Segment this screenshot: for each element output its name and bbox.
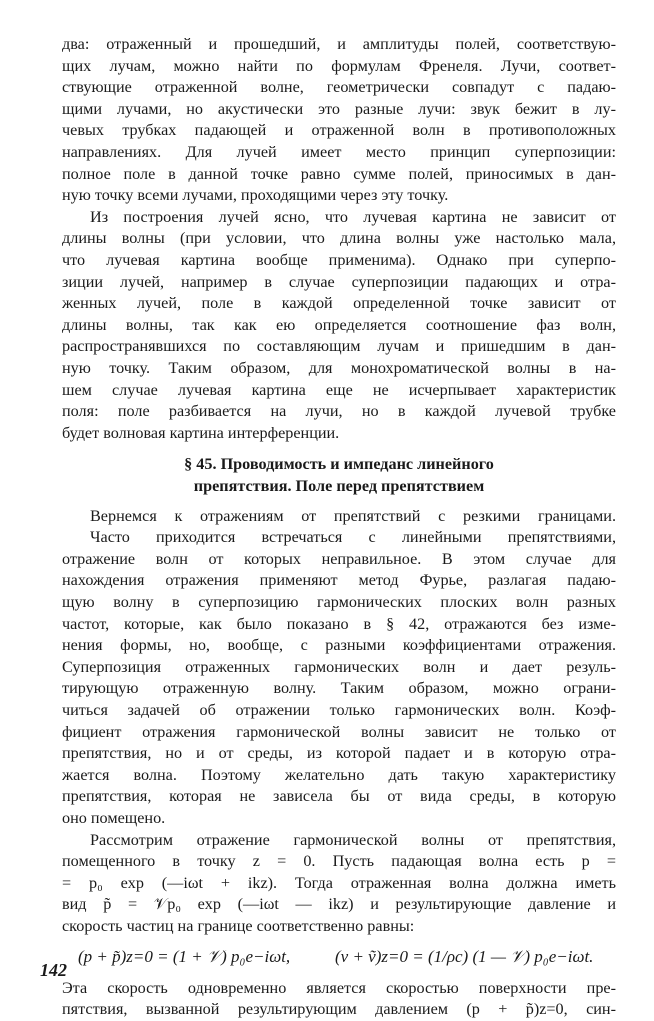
text-line: женных лучей, поле в каждой определенной точке зависит от xyxy=(62,294,616,312)
text-line: щую волну в суперпозицию гармонических плоских волн разных xyxy=(62,593,616,611)
text-line: распространявшихся по составляющим лучам и пришедшим в дан- xyxy=(62,337,616,355)
text-line: жается волна. Поэтому желательно дать такую характеристику xyxy=(62,766,616,784)
text-line: Вернемся к отражениям от препятствий с резкими границами. xyxy=(90,507,616,525)
text-line: ную точку. Таким образом, для монохроматической волны в на- xyxy=(62,359,616,377)
text-line: чевых трубках падающей и отраженной волн в противоположных xyxy=(62,121,616,139)
text-line: Суперпозиция отраженных гармонических волн и дает резуль- xyxy=(62,658,616,676)
text-line: препятствия, но и от среды, из которой падает и в которую отра- xyxy=(62,744,616,762)
text-line: = p₀ exp (—iωt + ikz). Тогда отраженная волна должна иметь xyxy=(62,874,616,892)
text-line: частот, которые, как было показано в § 42, отражаются без изме- xyxy=(62,615,616,633)
text-line: щих лучам, можно найти по формулам Френеля. Лучи, соответ- xyxy=(62,57,616,75)
text-line: препятствия, которая не зависела бы от вида среды, в которую xyxy=(62,787,616,805)
text-line: поля: поле разбивается на лучи, но в каждой лучевой трубке xyxy=(62,402,616,420)
text-line: пятствия, вызванной результирующим давлением (p + p̃)z=0, син- xyxy=(62,1000,616,1018)
text-line: шем случае лучевая картина еще не исчерпывает характеристик xyxy=(62,381,616,399)
text-line: нения формы, но, вообще, с разными коэффициентами отражения. xyxy=(62,636,616,654)
page-number: 142 xyxy=(40,960,67,980)
text-line: ствующие отраженной волне, геометрически совпадут с падаю- xyxy=(62,78,616,96)
text-line: скорость частиц на границе соответственно равны: xyxy=(62,917,415,935)
text-line: тирующую отраженную волну. Таким образом, можно ограни- xyxy=(62,679,616,697)
text-line: ную точку всеми лучами, проходящими через эту точку. xyxy=(62,186,449,204)
text-line: нахождения отражения применяют метод Фурье, разлагая падаю- xyxy=(62,571,616,589)
text-line: фициент отражения гармонической волны зависит не только от xyxy=(62,723,616,741)
text-line: что лучевая картина вообще применима). Однако при суперпо- xyxy=(62,251,616,269)
text-line: полное поле в данной точке равно сумме полей, приносимых в дан- xyxy=(62,165,616,183)
text-line: зиции лучей, например в случае суперпозиции падающих и отра- xyxy=(62,273,616,291)
text-line: Эта скорость одновременно является скоростью поверхности пре- xyxy=(62,979,616,997)
text-line: будет волновая картина интерференции. xyxy=(62,424,340,442)
text-line: Рассмотрим отражение гармонической волны от препятствия, xyxy=(90,831,616,849)
text-line: направлениях. Для лучей имеет место принцип суперпозиции: xyxy=(62,143,616,161)
text-line: читься задачей об отражении только гармонических волн. Коэф- xyxy=(62,701,616,719)
text-line: помещенного в точку z = 0. Пусть падающая волна есть p = xyxy=(62,852,616,870)
section-heading-line1: § 45. Проводимость и импеданс линейного xyxy=(184,455,494,473)
text-line: два: отраженный и прошедший, и амплитуды полей, соответствую- xyxy=(62,35,616,53)
text-line: длины волны (при условии, что длина волны уже настолько мала, xyxy=(62,229,616,247)
formula-pressure: (p + p̃)z=0 = (1 + 𝒱) p₀e−iωt, xyxy=(78,946,291,966)
text-line: оно помещено. xyxy=(62,809,166,827)
text-line: Из построения лучей ясно, что лучевая картина не зависит от xyxy=(90,208,616,226)
section-heading-line2: препятствия. Поле перед препятствием xyxy=(193,477,485,495)
text-line: вид p̃ = 𝒱p₀ exp (—iωt — ikz) и результирующие давление и xyxy=(62,895,616,913)
formula-velocity: (v + ṽ)z=0 = (1/ρc) (1 — 𝒱) p₀e−iωt. xyxy=(335,946,594,966)
text-line: Часто приходится встречаться с линейными препятствиями, xyxy=(90,528,616,546)
text-line: отражение волн от которых неправильное. В этом случае для xyxy=(62,550,616,568)
text-line: длины волны, так как ею определяется соотношение фаз волн, xyxy=(62,316,616,334)
text-line: щими лучами, но акустически это разные лучи: звук бежит в лу- xyxy=(62,100,616,118)
